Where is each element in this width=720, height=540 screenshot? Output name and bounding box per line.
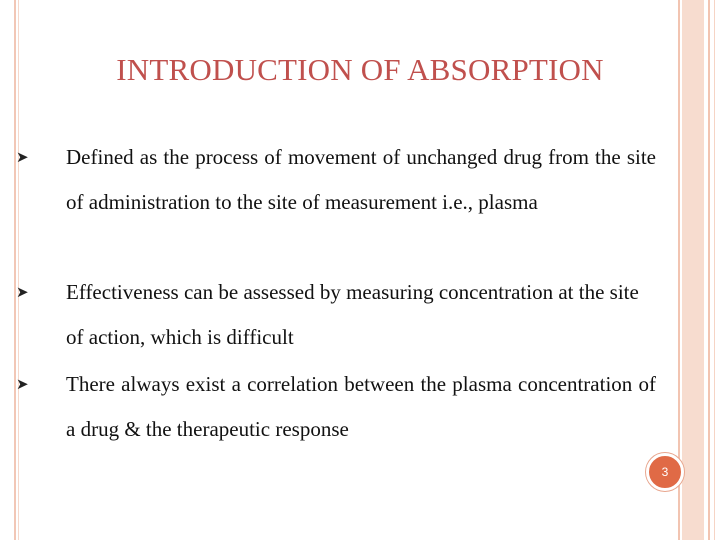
bullet-text: Effectiveness can be assessed by measuring concentration at the site of action, which is difficult	[66, 280, 639, 349]
arrow-bullet-icon: ➤	[16, 283, 29, 301]
slide-title: INTRODUCTION OF ABSORPTION	[116, 52, 604, 87]
arrow-bullet-icon: ➤	[16, 148, 29, 166]
bullet-text: Defined as the process of movement of unchanged drug from the site of administration to the site of measurement i.e., plasma	[66, 145, 656, 214]
page-number-badge: 3	[646, 453, 684, 491]
bullet-text: There always exist a correlation between the plasma concentration of a drug & the therapeutic response	[66, 372, 656, 441]
bullet-item-correlation	[16, 362, 656, 452]
arrow-bullet-icon: ➤	[16, 375, 29, 393]
bullet-item-effectiveness	[16, 270, 656, 360]
bullet-item-definition	[16, 135, 656, 225]
